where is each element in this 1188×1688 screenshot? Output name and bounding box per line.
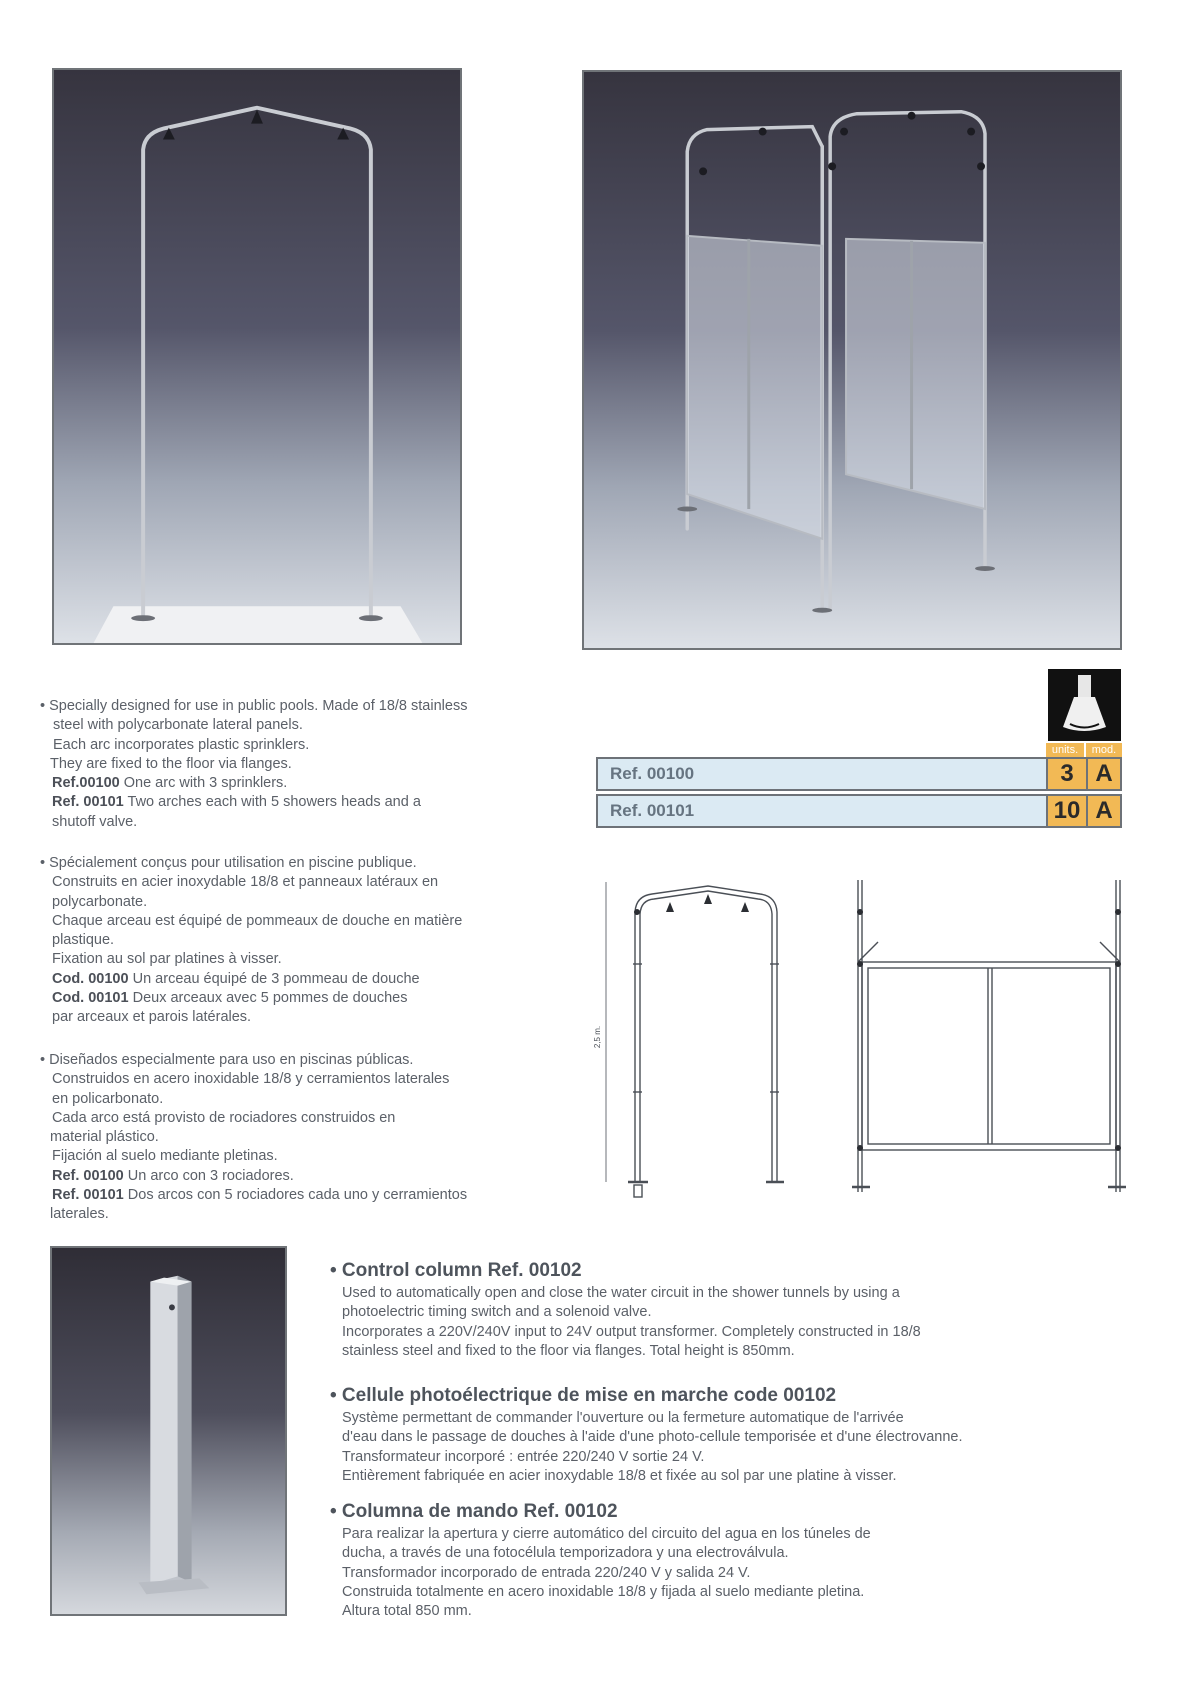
control-es-line-4: Construida totalmente en acero inoxidable 18/8 y fijada al suelo mediante pletina.: [342, 1583, 865, 1600]
table-row: [596, 794, 1122, 828]
description-spanish: [40, 1051, 467, 1225]
en-ref-00100-text: One arc with 3 sprinklers.: [119, 775, 288, 792]
description-english: [40, 697, 467, 832]
es-line-5: material plástico.: [50, 1129, 159, 1146]
control-en-line-1: Used to automatically open and close the water circuit in the shower tunnels by using a: [342, 1285, 900, 1301]
control-fr-line-3: Transformateur incorporé : entrée 220/240 V sortie 24 V.: [342, 1448, 705, 1465]
en-line-5: [40, 774, 467, 793]
control-column-illustration: [52, 1248, 285, 1614]
fr-line-2: Construits en acier inoxydable 18/8 et panneaux latéraux en: [52, 874, 439, 891]
es-ref-00101-text: Dos arcos con 5 rociadores cada uno y cerramientos: [123, 1187, 468, 1204]
es-ref-00100: Ref. 00100: [52, 1167, 124, 1184]
control-fr-line-1: Système permettant de commander l'ouverture ou la fermeture automatique de l'arrivée: [342, 1410, 904, 1426]
control-column-title-es: • Columna de mando Ref. 00102: [330, 1501, 618, 1522]
en-line-7: shutoff valve.: [52, 813, 138, 830]
control-column-spanish: [330, 1500, 871, 1621]
es-line-3: en policarbonato.: [52, 1090, 164, 1107]
control-es-line-3: Transformador incorporado de entrada 220/240 V y salida 24 V.: [342, 1564, 751, 1581]
control-column-title-fr: • Cellule photoélectrique de mise en marche code 00102: [330, 1385, 837, 1406]
control-column-photo: [50, 1246, 287, 1616]
control-fr-line-2: d'eau dans le passage de douches à l'aide d'une photo-cellule temporisée et d'une électrovanne.: [342, 1429, 963, 1446]
control-en-line-3: Incorporates a 220V/240V input to 24V output transformer. Completely constructed in 18/8: [342, 1323, 921, 1340]
es-ref-00101: Ref. 00101: [52, 1187, 124, 1204]
en-line-4: They are fixed to the floor via flanges.: [50, 755, 292, 772]
fr-line-8: [40, 989, 462, 1008]
ref-name-cell: Ref. 00100: [598, 759, 1048, 789]
en-line-2: steel with polycarbonate lateral panels.: [53, 717, 303, 734]
es-line-9: laterales.: [50, 1206, 109, 1223]
control-fr-line-4: Entièrement fabriquée en acier inoxydable 18/8 et fixée au sol par une platine à visser.: [342, 1467, 897, 1484]
es-line-2: Construidos en acero inoxidable 18/8 y cerramientos laterales: [52, 1071, 450, 1088]
fr-line-7: [40, 970, 462, 989]
mod-column-header: mod.: [1086, 743, 1122, 757]
fr-line-1: • Spécialement conçus pour utilisation en piscine publique.: [40, 855, 417, 871]
control-en-line-4: stainless steel and fixed to the floor via flanges. Total height is 850mm.: [342, 1342, 795, 1359]
es-line-1: • Diseñados especialmente para uso en piscinas públicas.: [40, 1052, 414, 1068]
fr-line-5: plastique.: [52, 932, 115, 949]
es-ref-00100-text: Un arco con 3 rociadores.: [123, 1167, 294, 1184]
mod-cell: A: [1088, 759, 1120, 789]
mod-cell: A: [1088, 796, 1120, 826]
control-es-line-2: ducha, a través de una fotocélula temporizadora y una electroválvula.: [342, 1545, 789, 1562]
single-arc-technical-drawing: [590, 872, 800, 1202]
shower-head-icon: [1048, 669, 1121, 741]
es-line-7: [40, 1167, 467, 1186]
control-en-line-2: photoelectric timing switch and a solenoid valve.: [342, 1304, 652, 1321]
single-arc-photo: [52, 68, 462, 645]
units-cell: 10: [1048, 796, 1088, 826]
fr-line-6: Fixation au sol par platines à visser.: [52, 951, 282, 968]
fr-cod-00100: Cod. 00100: [52, 970, 129, 987]
fr-line-9: par arceaux et parois latérales.: [52, 1009, 252, 1026]
units-cell: 3: [1048, 759, 1088, 789]
control-column-english: [330, 1259, 921, 1361]
table-row: [596, 757, 1122, 791]
control-column-french: [330, 1384, 963, 1486]
tunnel-technical-drawing: [848, 872, 1138, 1202]
en-ref-00101-text: Two arches each with 5 showers heads and a: [123, 794, 421, 811]
control-es-line-1: Para realizar la apertura y cierre automático del circuito del agua en los túneles de: [342, 1526, 871, 1542]
en-line-6: [40, 793, 467, 812]
en-ref-00100: Ref.00100: [52, 775, 120, 792]
double-arch-tunnel-illustration: [584, 72, 1120, 648]
single-arc-illustration: [54, 70, 460, 643]
drawing-height-label: 2,5 m.: [593, 1025, 602, 1049]
fr-cod-00101: Cod. 00101: [52, 990, 129, 1007]
fr-line-4: Chaque arceau est équipé de pommeaux de douche en matière: [52, 912, 463, 929]
en-line-1: • Specially designed for use in public pools. Made of 18/8 stainless: [40, 698, 468, 714]
control-es-line-5: Altura total 850 mm.: [342, 1603, 472, 1620]
description-french: [40, 854, 462, 1028]
es-line-4: Cada arco está provisto de rociadores construidos en: [52, 1109, 396, 1126]
fr-cod-00100-text: Un arceau équipé de 3 pommeau de douche: [128, 970, 420, 987]
double-arch-tunnel-photo: [582, 70, 1122, 650]
fr-line-3: polycarbonate.: [52, 893, 148, 910]
fr-cod-00101-text: Deux arceaux avec 5 pommes de douches: [128, 990, 408, 1007]
units-column-header: units.: [1046, 743, 1084, 757]
en-ref-00101: Ref. 00101: [52, 794, 124, 811]
es-line-8: [40, 1186, 467, 1205]
en-line-3: Each arc incorporates plastic sprinklers.: [53, 736, 310, 753]
es-line-6: Fijación al suelo mediante pletinas.: [52, 1148, 278, 1165]
control-column-title-en: • Control column Ref. 00102: [330, 1260, 582, 1281]
ref-name-cell: Ref. 00101: [598, 796, 1048, 826]
